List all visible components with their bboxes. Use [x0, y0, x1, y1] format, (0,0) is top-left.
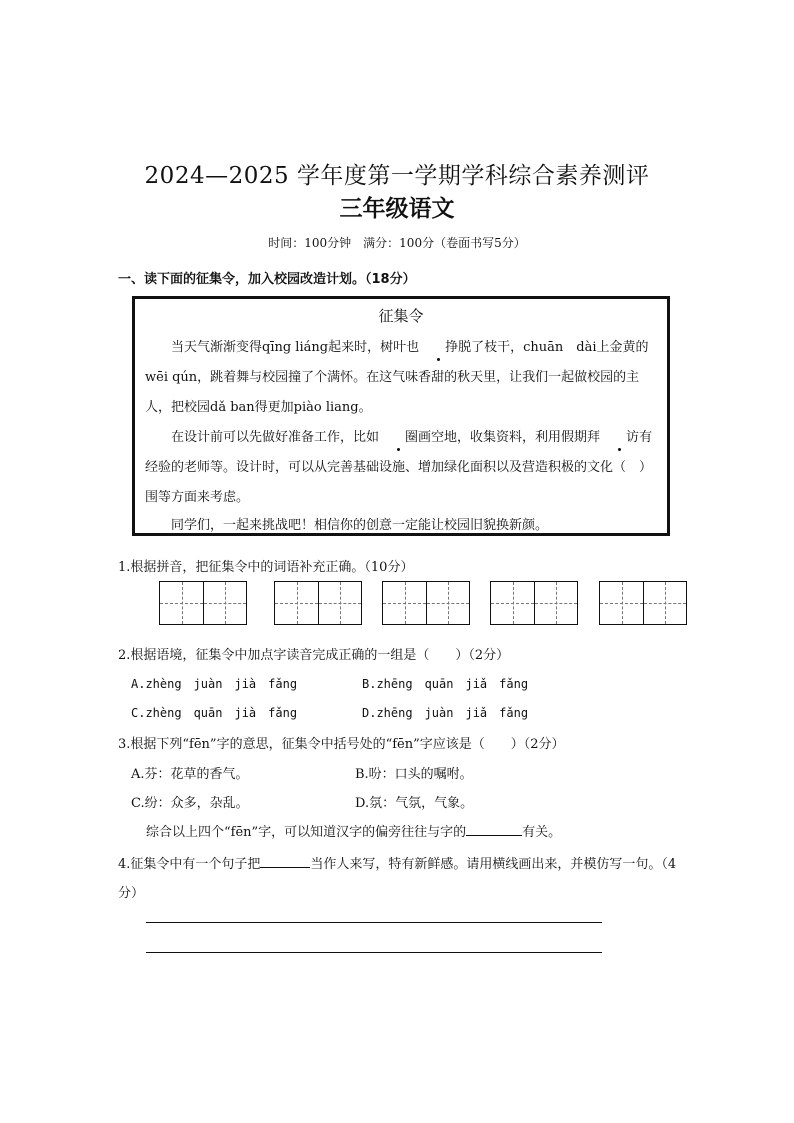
notice-p1-text: 脱了枝干，chuān dài上金黄的wēi qún，跳着舞与校园撞了个满怀。在这气味香甜的秋天里，让我们一起做校园的主人，把校园dǎ ban得更加piào liang。: [145, 340, 649, 415]
writing-grid[interactable]: [599, 581, 687, 625]
section-heading: 一、读下面的征集令，加入校园改造计划。（18分）: [118, 272, 416, 287]
question-4: [118, 850, 678, 908]
grid-cell[interactable]: [160, 582, 203, 624]
dotted-char: 访: [600, 423, 639, 453]
writing-grid[interactable]: [274, 581, 362, 625]
q3-summary: [146, 821, 561, 840]
q2-option-a[interactable]: A.zhèng juàn jià fǎng: [131, 677, 298, 691]
grid-cell[interactable]: [491, 582, 534, 624]
notice-p2-text: 画空地，收集资料，利用假期拜: [418, 430, 601, 445]
q3-option-c[interactable]: C.纷：众多，杂乱。: [131, 796, 249, 811]
notice-p2-text: 有经验的老师等。设计时，可以从完善基础设施、增加绿化面积以及营造积极的文化（ ）围等方面来考虑。: [145, 430, 653, 505]
writing-grid[interactable]: [159, 581, 247, 625]
q3-summary-text: 有关。: [522, 825, 562, 840]
notice-p2-text: 在设计前可以先做好准备工作，比如: [171, 430, 380, 445]
notice-title: 征集令: [378, 307, 424, 325]
q4-text: 4.征集令中有一个句子把: [118, 857, 261, 872]
grid-cell[interactable]: [600, 582, 643, 624]
q4-text: 当作人来写，特有新鲜感。请用横线画出来，并模仿写一句。（4分）: [118, 857, 677, 901]
q3-option-d[interactable]: D.氛：气氛，气象。: [355, 796, 474, 811]
q2-option-c[interactable]: C.zhèng quān jià fǎng: [131, 706, 298, 720]
question-1: 1.根据拼音，把征集令中的词语补充正确。（10分）: [118, 560, 414, 575]
writing-grid[interactable]: [382, 581, 470, 625]
exam-title: 2024—2025 学年度第一学期学科综合素养测评: [144, 163, 650, 189]
answer-blank[interactable]: [260, 867, 310, 868]
question-3: 3.根据下列“fēn”字的意思，征集令中括号处的“fēn”字应该是（ ）（2分）: [118, 737, 565, 752]
answer-line[interactable]: [146, 952, 602, 953]
answer-blank[interactable]: [466, 835, 522, 836]
notice-paragraph-1: [145, 333, 661, 423]
dotted-char: 挣: [419, 333, 458, 363]
q2-option-b[interactable]: B.zhēng quān jiǎ fǎng: [362, 677, 529, 691]
dotted-char: 圈: [379, 423, 418, 453]
q2-option-d[interactable]: D.zhēng juàn jiǎ fǎng: [362, 706, 529, 720]
grid-cell[interactable]: [318, 582, 361, 624]
grid-cell[interactable]: [383, 582, 426, 624]
exam-meta: 时间：100分钟 满分：100分（卷面书写5分）: [268, 236, 526, 250]
q3-summary-text: 综合以上四个“fēn”字，可以知道汉字的偏旁往往与字的: [146, 825, 467, 840]
q3-option-b[interactable]: B.吩：口头的嘱咐。: [355, 767, 473, 782]
writing-grid[interactable]: [490, 581, 578, 625]
answer-line[interactable]: [146, 922, 602, 923]
grid-cell[interactable]: [426, 582, 469, 624]
notice-p1-text: 当天气渐渐变得qīng liáng起来时，树叶也: [171, 340, 420, 355]
notice-paragraph-3: 同学们，一起来挑战吧！相信你的创意一定能让校园旧貌换新颜。: [171, 518, 549, 533]
exam-subtitle: 三年级语文: [339, 196, 455, 222]
grid-cell[interactable]: [275, 582, 318, 624]
grid-cell[interactable]: [203, 582, 246, 624]
grid-cell[interactable]: [534, 582, 577, 624]
grid-cell[interactable]: [643, 582, 686, 624]
notice-box: [132, 296, 670, 536]
question-2: 2.根据语境，征集令中加点字读音完成正确的一组是（ ）（2分）: [118, 648, 510, 663]
notice-paragraph-2: [145, 423, 661, 513]
q3-option-a[interactable]: A.芬：花草的香气。: [131, 767, 249, 782]
